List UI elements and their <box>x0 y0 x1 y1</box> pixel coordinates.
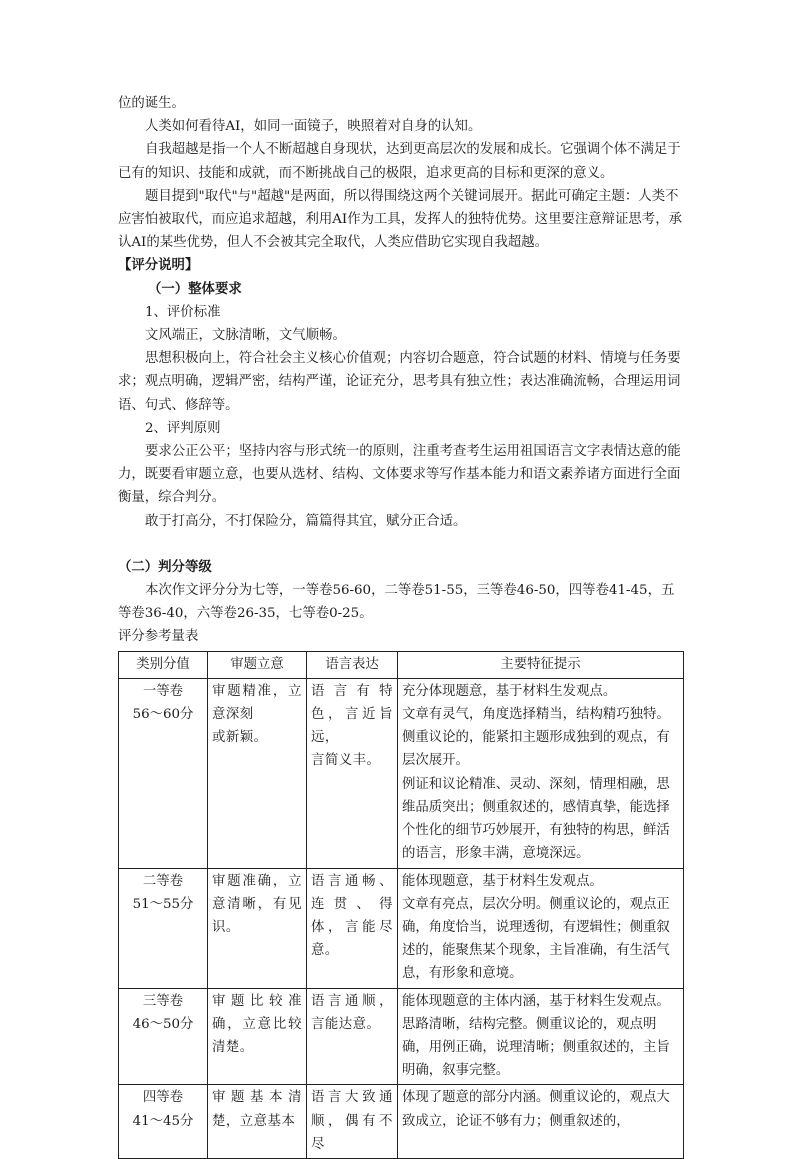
row-topic: 审题基本清楚，立意基本 <box>208 1085 307 1159</box>
row-language: 语言有特色，言近旨远， 言简义丰。 <box>307 678 398 868</box>
intro-paragraph-3: 题目提到"取代"与"超越"是两面，所以得围绕这两个关键词展开。据此可确定主题：人类不应害怕被取代，而应追求超越，利用AI作为工具，发挥人的独特优势。这里要注意辩证思考，承认AI的某些优势，但人不会被其完全取代，人类应借助它实现自我超越。 <box>118 188 682 251</box>
sub1-paragraph-2: 思想积极向上，符合社会主义核心价值观；内容切合题意，符合试题的材料、情境与任务要求；观点明确，逻辑严密，结构严谨，论证充分，思考具有独立性；表达准确流畅，合理运用词语、句式、修辞等。 <box>118 351 681 413</box>
row-features: 充分体现题意，基于材料生发观点。 文章有灵气，角度选择精当，结构精巧独特。侧重议论的，能紧扣主题形成独到的观点，有层次展开。 例证和议论精准、灵动、深刻，情理相融，思维品质突出；侧重叙述的，感情真挚，能选择个性化的细节巧妙展开，有独特的构思，鲜活的语言，形象丰满，意境深远。 <box>398 678 684 868</box>
sub2-title: 2、评判原则 <box>145 420 221 436</box>
scoring-title: 【评分说明】 <box>118 257 199 274</box>
table-row <box>119 988 684 1085</box>
intro-paragraph-2: 自我超越是指一个人不断超越自身现状，达到更高层次的发展和成长。它强调个体不满足于已有的知识、技能和成就，而不断挑战自己的极限，追求更高的目标和更深的意义。 <box>118 142 681 181</box>
header-features: 主要特征提示 <box>398 651 684 678</box>
row-grade: 二等卷 51～55分 <box>119 868 208 988</box>
row-language: 语言通顺，言能达意。 <box>307 988 398 1085</box>
sub2-paragraph-1: 要求公正公平；坚持内容与形式统一的原则，注重考查考生运用祖国语言文字表情达意的能力，既要看审题立意，也要从选材、结构、文体要求等写作基本能力和语文素养诸方面进行全面衡量，综合判分。 <box>118 444 681 506</box>
spacer <box>118 533 684 556</box>
row-features: 能体现题意的主体内涵，基于材料生发观点。思路清晰，结构完整。侧重议论的，观点明确，用例正确，说理清晰；侧重叙述的，主旨明确，叙事完整。 <box>398 988 684 1085</box>
table-row <box>119 868 684 988</box>
header-topic: 审题立意 <box>208 651 307 678</box>
document-page <box>118 92 684 1159</box>
row-topic: 审题比较准确，立意比较清楚。 <box>208 988 307 1085</box>
row-topic: 审题精准，立意深刻 或新颖。 <box>208 678 307 868</box>
intro-paragraph-1: 人类如何看待AI，如同一面镜子，映照着对自身的认知。 <box>145 119 482 135</box>
row-features: 能体现题意，基于材料生发观点。 文章有亮点，层次分明。侧重议论的，观点正确，角度恰当，说理透彻，有逻辑性；侧重叙述的，能聚焦某个现象，主旨准确，有生活气息，有形象和意境。 <box>398 868 684 988</box>
section2-paragraph: 本次作文评分分为七等，一等卷56-60，二等卷51-55，三等卷46-50，四等卷41-45，五等卷36-40，六等卷26-35，七等卷0-25。 <box>118 583 675 622</box>
row-topic: 审题准确，立意清晰，有见识。 <box>208 868 307 988</box>
header-grade: 类别分值 <box>119 651 208 678</box>
row-language: 语言通畅、连贯、得体，言能尽意。 <box>307 868 398 988</box>
table-caption: 评分参考量表 <box>118 629 199 645</box>
intro-paragraph-0: 位的诞生。 <box>118 96 185 111</box>
scoring-table <box>118 651 684 1159</box>
sub1-title: 1、评价标准 <box>145 304 221 320</box>
row-language: 语言大致通顺，偶有不尽 <box>307 1085 398 1159</box>
row-grade: 四等卷 41～45分 <box>119 1085 208 1159</box>
row-grade: 三等卷 46～50分 <box>119 988 208 1085</box>
sub2-paragraph-2: 敢于打高分，不打保险分，篇篇得其宜，赋分正合适。 <box>145 513 467 529</box>
row-grade: 一等卷 56～60分 <box>119 678 208 868</box>
section2-title: （二）判分等级 <box>118 558 212 575</box>
header-language: 语言表达 <box>307 651 398 678</box>
row-features: 体现了题意的部分内涵。侧重议论的，观点大致成立，论证不够有力；侧重叙述的， <box>398 1085 684 1159</box>
table-header-row <box>119 651 684 678</box>
table-row <box>119 678 684 868</box>
sub1-paragraph-1: 文风端正，文脉清晰，文气顺畅。 <box>145 328 346 344</box>
table-row <box>119 1085 684 1159</box>
section1-title: （一）整体要求 <box>148 280 242 297</box>
